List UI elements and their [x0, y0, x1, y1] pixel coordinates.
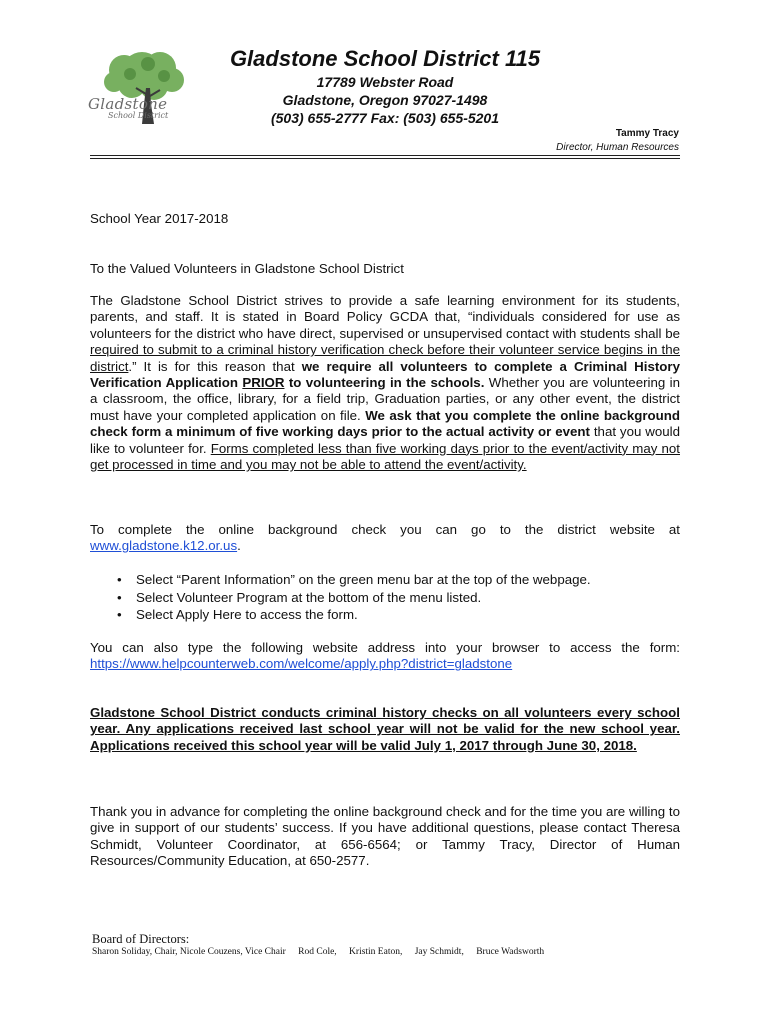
letterhead-phone: (503) 655-2777 Fax: (503) 655-5201: [270, 110, 500, 126]
paragraph-website: To complete the online background check you can go to the district website at www.gladstone.k12.or.us.: [90, 522, 680, 554]
letterhead-title: Gladstone School District 115: [229, 46, 541, 71]
board-member: Kristin Eaton,: [349, 947, 403, 957]
board-member: Rod Cole,: [298, 947, 337, 957]
district-website-link[interactable]: www.gladstone.k12.or.us: [90, 538, 238, 554]
board-heading: Board of Directors:: [92, 932, 190, 946]
paragraph-validity-notice: Gladstone School District conducts criminal history checks on all volunteers every school year. Any applications received last school year will not be valid for the new school year. Applications received this school year will be valid July 1, 2017 through June 30, 2018.: [90, 705, 680, 753]
board-members: [92, 947, 554, 957]
paragraph-closing: Thank you in advance for completing the online background check and for the time you are willing to give in support of our students’ success. If you have additional questions, please contact Theresa Schmidt, Volunteer Coordinator, at 656-6564; or Tammy Tracy, Director of Human Resources/Community Education, at 650-2577.: [90, 804, 680, 869]
letterhead-city: Gladstone, Oregon 97027-1498: [282, 92, 488, 108]
signatory-title: Director, Human Resources: [556, 142, 679, 153]
application-form-link[interactable]: https://www.helpcounterweb.com/welcome/apply.php?district=gladstone: [90, 656, 513, 672]
board-member: Sharon Soliday, Chair, Nicole Couzens, Vice Chair: [92, 947, 286, 957]
list-item: • Select “Parent Information” on the green menu bar at the top of the webpage.: [90, 571, 680, 589]
signatory-name: Tammy Tracy: [615, 128, 679, 139]
paragraph-policy: The Gladstone School District strives to provide a safe learning environment for its students, parents, and staff. It is stated in Board Policy GCDA that, “individuals considered for use as volunteers for the district who have direct, supervised or unsupervised contact with students shall be required to submit to a criminal history verification check before their volunteer service begins in the district.” It is for this reason that we require all volunteers to complete a Criminal History Verification Application PRIOR to volunteering in the schools. Whether you are volunteering in a classroom, the office, library, for a field trip, Graduation parties, or any other event, the district must have your completed application on file. We ask that you complete the online background check form a minimum of five working days prior to the actual activity or event that you would like to volunteer for. Forms completed less than five working days prior to the event/activity may not get processed in time and you may not be able to attend the event/activity.: [90, 293, 680, 473]
board-member: Bruce Wadsworth: [476, 947, 545, 957]
header-divider-secondary: [90, 158, 680, 159]
salutation: To the Valued Volunteers in Gladstone School District: [90, 261, 404, 276]
logo-subtitle: School District: [108, 111, 169, 120]
board-member: Jay Schmidt,: [414, 947, 464, 957]
instructions-list: [90, 571, 680, 624]
paragraph-direct-url: You can also type the following website address into your browser to access the form: https://www.helpcounterweb.com/welcome/apply.php?district=gladstone: [90, 640, 680, 672]
header-divider: [90, 155, 680, 156]
letterhead-address: 17789 Webster Road: [316, 74, 454, 90]
list-item: • Select Apply Here to access the form.: [90, 606, 680, 624]
school-year: School Year 2017-2018: [90, 211, 229, 226]
logo-name: Gladstone: [88, 95, 168, 113]
list-item: • Select Volunteer Program at the bottom of the menu listed.: [90, 589, 680, 607]
